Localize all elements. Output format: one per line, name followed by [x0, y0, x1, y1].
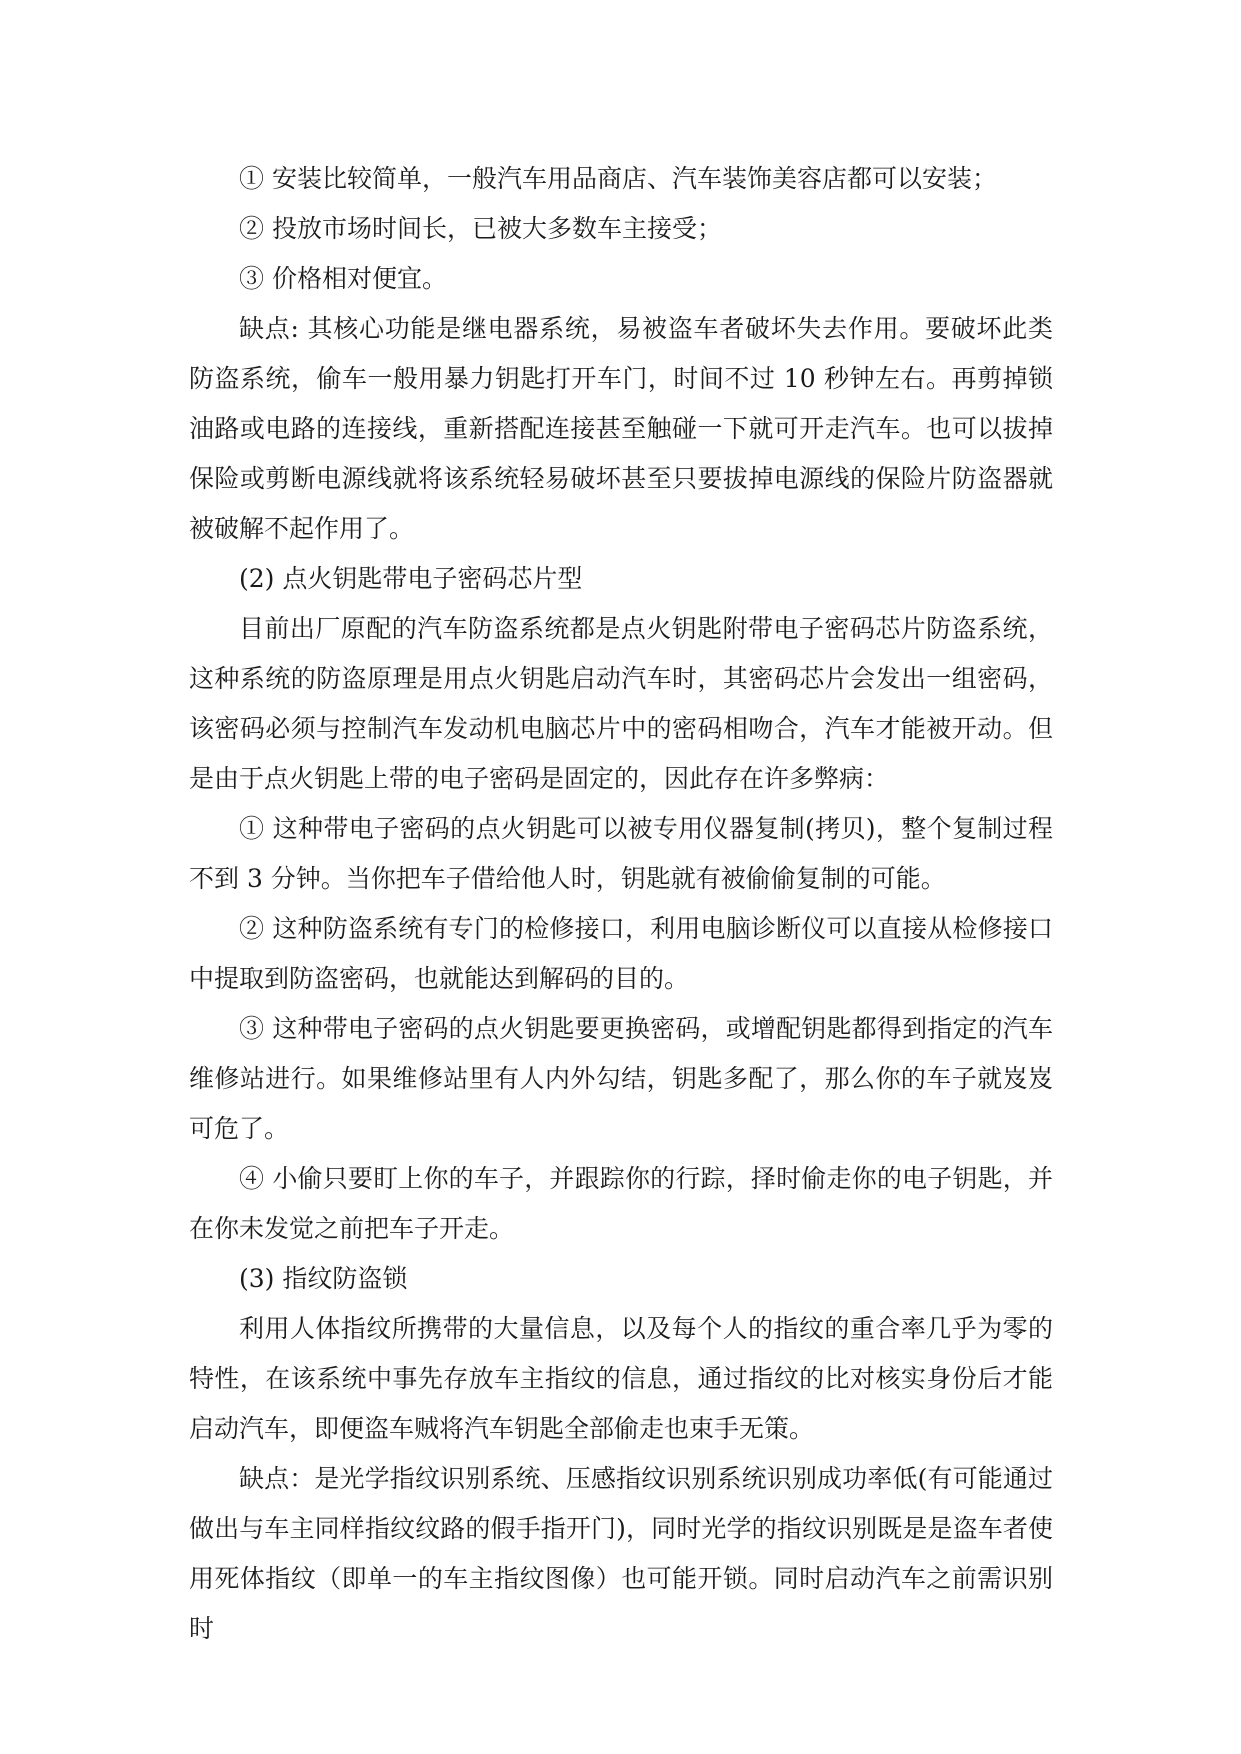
list-item: ③ 价格相对便宜。 [239, 264, 447, 293]
document-body [189, 154, 1053, 1654]
list-item: ④ 小偷只要盯上你的车子，并跟踪你的行踪，择时偷走你的电子钥匙，并在你未发觉之前把车子开走。 [189, 1164, 1053, 1243]
list-item: ① 这种带电子密码的点火钥匙可以被专用仪器复制(拷贝)，整个复制过程不到 3 分钟。当你把车子借给他人时，钥匙就有被偷偷复制的可能。 [189, 814, 1053, 893]
section-heading: (3) 指纹防盗锁 [239, 1264, 408, 1293]
list-item: ① 安装比较简单，一般汽车用品商店、汽车装饰美容店都可以安装； [239, 164, 997, 193]
list-item: ③ 这种带电子密码的点火钥匙要更换密码，或增配钥匙都得到指定的汽车维修站进行。如果维修站里有人内外勾结，钥匙多配了，那么你的车子就岌岌可危了。 [189, 1014, 1053, 1143]
body-paragraph: 目前出厂原配的汽车防盗系统都是点火钥匙附带电子密码芯片防盗系统，这种系统的防盗原理是用点火钥匙启动汽车时，其密码芯片会发出一组密码，该密码必须与控制汽车发动机电脑芯片中的密码相吻合，汽车才能被开动。但是由于点火钥匙上带的电子密码是固定的，因此存在许多弊病： [189, 614, 1053, 793]
body-paragraph: 利用人体指纹所携带的大量信息，以及每个人的指纹的重合率几乎为零的特性，在该系统中事先存放车主指纹的信息，通过指纹的比对核实身份后才能启动汽车，即便盗车贼将汽车钥匙全部偷走也束手无策。 [189, 1314, 1053, 1443]
body-paragraph: 缺点: 其核心功能是继电器系统，易被盗车者破坏失去作用。要破坏此类防盗系统，偷车一般用暴力钥匙打开车门，时间不过 10 秒钟左右。再剪掉锁油路或电路的连接线，重新搭配连接甚至触碰一下就可开走汽车。也可以拔掉保险或剪断电源线就将该系统轻易破坏甚至只要拔掉电源线的保险片防盗器就被破解不起作用了。 [189, 314, 1053, 543]
body-paragraph: 缺点：是光学指纹识别系统、压感指纹识别系统识别成功率低(有可能通过做出与车主同样指纹纹路的假手指开门)，同时光学的指纹识别既是是盗车者使用死体指纹（即单一的车主指纹图像）也可能开锁。同时启动汽车之前需识别时 [189, 1464, 1053, 1643]
list-item: ② 投放市场时间长，已被大多数车主接受； [239, 214, 722, 243]
list-item: ② 这种防盗系统有专门的检修接口，利用电脑诊断仪可以直接从检修接口中提取到防盗密码，也就能达到解码的目的。 [189, 914, 1053, 993]
section-heading: (2) 点火钥匙带电子密码芯片型 [239, 564, 583, 593]
